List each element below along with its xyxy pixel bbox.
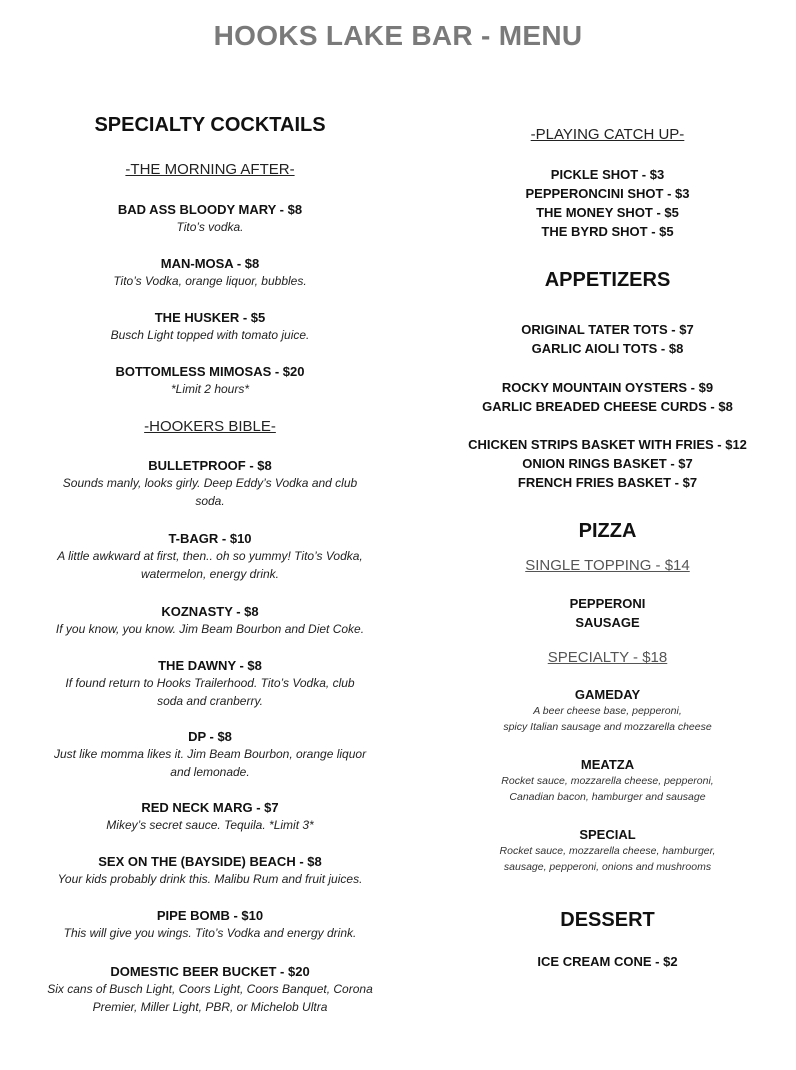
specialty-pizza-title: SPECIALTY - $18 (547, 649, 668, 666)
list-item: SAUSAGE (575, 615, 640, 630)
list-item: ICE CREAM CONE - $2 (537, 954, 678, 969)
menu-item: DOMESTIC BEER BUCKET - $20 Six cans of Busch Light, Coors Light, Coors Banquet, Corona Premier, Miller Light, PBR, or Michelob Ultra (47, 964, 373, 1014)
appetizers-heading: APPETIZERS (544, 269, 671, 291)
food-column (455, 126, 760, 971)
pizza-heading: PIZZA (578, 520, 637, 542)
menu-item: DP - $8 Just like momma likes it. Jim Beam Bourbon, orange liquor and lemonade. (53, 729, 367, 779)
list-item: FRENCH FRIES BASKET - $7 (517, 475, 698, 490)
menu-title: HOOKS LAKE BAR - MENU (213, 20, 583, 51)
list-item: ONION RINGS BASKET - $7 (522, 456, 693, 471)
hookers-bible-title: -HOOKERS BIBLE- (144, 418, 276, 435)
list-item: THE BYRD SHOT - $5 (541, 224, 674, 239)
morning-after-title: -THE MORNING AFTER- (125, 161, 295, 178)
menu-item: SPECIAL Rocket sauce, mozzarella cheese, hamburger, sausage, pepperoni, onions and mushrooms (499, 827, 716, 873)
menu-item: THE DAWNY - $8 If found return to Hooks Trailerhood. Tito’s Vodka, club soda and cranberry. (65, 658, 355, 708)
list-item: PICKLE SHOT - $3 (550, 167, 665, 182)
list-item: GARLIC AIOLI TOTS - $8 (531, 341, 684, 356)
single-topping-list (455, 594, 760, 632)
list-item: THE MONEY SHOT - $5 (536, 205, 679, 220)
menu-item: SEX ON THE (BAYSIDE) BEACH - $8 Your kids probably drink this. Malibu Rum and fruit juices. (57, 854, 363, 886)
list-item: ROCKY MOUNTAIN OYSTERS - $9 (501, 380, 714, 395)
menu-item: MAN-MOSA - $8 Tito’s Vodka, orange liquor, bubbles. (113, 256, 307, 288)
appetizers-group (455, 378, 760, 416)
specialty-cocktails-heading: SPECIALTY COCKTAILS (94, 114, 326, 136)
menu-item: KOZNASTY - $8 If you know, you know. Jim Beam Bourbon and Diet Coke. (55, 604, 365, 636)
playing-catch-up-title: -PLAYING CATCH UP- (530, 126, 685, 143)
menu-item: THE HUSKER - $5 Busch Light topped with tomato juice. (110, 310, 310, 342)
dessert-list (455, 952, 760, 971)
list-item: GARLIC BREADED CHEESE CURDS - $8 (482, 399, 733, 414)
list-item: CHICKEN STRIPS BASKET WITH FRIES - $12 (468, 437, 747, 452)
shots-list (455, 165, 760, 241)
single-topping-title: SINGLE TOPPING - $14 (525, 557, 690, 574)
list-item: PEPPERONCINI SHOT - $3 (525, 186, 690, 201)
list-item: PEPPERONI (569, 596, 646, 611)
menu-item: MEATZA Rocket sauce, mozzarella cheese, pepperoni, Canadian bacon, hamburger and sausage (501, 757, 714, 803)
list-item: ORIGINAL TATER TOTS - $7 (521, 322, 694, 337)
menu-item: PIPE BOMB - $10 This will give you wings. Tito’s Vodka and energy drink. (63, 908, 357, 940)
appetizers-group (455, 320, 760, 358)
menu-item: GAMEDAY A beer cheese base, pepperoni, spicy Italian sausage and mozzarella cheese (503, 687, 712, 733)
menu-item: T-BAGR - $10 A little awkward at first, then.. oh so yummy! Tito’s Vodka, watermelon, energy drink. (57, 531, 363, 581)
appetizers-group (455, 435, 760, 492)
menu-item: RED NECK MARG - $7 Mikey’s secret sauce. Tequila. *Limit 3* (106, 800, 314, 832)
menu-item: BOTTOMLESS MIMOSAS - $20 *Limit 2 hours* (115, 364, 305, 396)
menu-item: BAD ASS BLOODY MARY - $8 Tito’s vodka. (117, 202, 303, 234)
dessert-heading: DESSERT (560, 909, 655, 931)
menu-item: BULLETPROOF - $8 Sounds manly, looks girly. Deep Eddy’s Vodka and club soda. (62, 458, 358, 508)
cocktails-column (30, 114, 390, 1016)
